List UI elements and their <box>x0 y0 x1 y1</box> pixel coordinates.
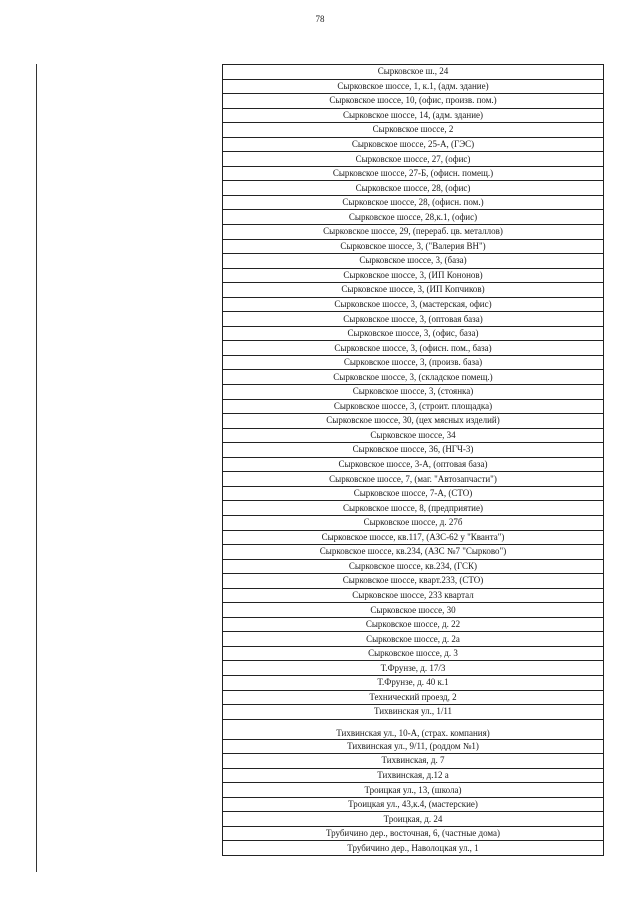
address-cell: Сырковское шоссе, 3, (ИП Копчиков) <box>223 283 604 298</box>
address-cell: Сырковское шоссе, 30, (цех мясных изделий) <box>223 414 604 429</box>
address-table-body <box>223 65 604 856</box>
address-cell: Сырковское шоссе, 3, (база) <box>223 254 604 269</box>
table-row <box>223 768 604 783</box>
table-row <box>223 739 604 754</box>
table-row <box>223 515 604 530</box>
address-cell: Троицкая ул., 13, (школа) <box>223 783 604 798</box>
address-cell: Тихвинская, д. 7 <box>223 754 604 769</box>
table-row <box>223 632 604 647</box>
table-row <box>223 812 604 827</box>
address-cell: Сырковское шоссе, 29, (перераб. цв. металлов) <box>223 225 604 240</box>
table-row <box>223 457 604 472</box>
table-row <box>223 428 604 443</box>
table-row <box>223 312 604 327</box>
address-cell: Трубичино дер., Наволоцкая ул., 1 <box>223 841 604 856</box>
address-cell: Сырковское шоссе, 3-А, (оптовая база) <box>223 457 604 472</box>
table-row <box>223 617 604 632</box>
address-cell: Тихвинская ул., 10-А, (страх. компания) <box>223 719 604 739</box>
address-cell: Сырковское шоссе, 3, (строит. площадка) <box>223 399 604 414</box>
table-row <box>223 399 604 414</box>
address-cell: Сырковское шоссе, 14, (адм. здание) <box>223 108 604 123</box>
table-row <box>223 108 604 123</box>
address-cell: Троицкая ул., 43,к.4, (мастерские) <box>223 797 604 812</box>
address-cell: Сырковское шоссе, 27, (офис) <box>223 152 604 167</box>
table-row <box>223 268 604 283</box>
table-row <box>223 341 604 356</box>
address-cell: Тихвинская, д.12 а <box>223 768 604 783</box>
address-cell: Сырковское шоссе, 3, (офисн. пом., база) <box>223 341 604 356</box>
address-cell: Технический проезд, 2 <box>223 690 604 705</box>
table-row <box>223 783 604 798</box>
address-cell: Сырковское шоссе, 34 <box>223 428 604 443</box>
address-cell: Сырковское шоссе, 7, (маг. "Автозапчасти") <box>223 472 604 487</box>
address-cell: Сырковское шоссе, д. 2а <box>223 632 604 647</box>
table-row <box>223 370 604 385</box>
table-row <box>223 574 604 589</box>
table-row <box>223 225 604 240</box>
address-cell: Сырковское шоссе, 7-А, (СТО) <box>223 486 604 501</box>
table-row <box>223 297 604 312</box>
table-row <box>223 841 604 856</box>
address-cell: Сырковское шоссе, 10, (офис, произв. пом.) <box>223 94 604 109</box>
address-cell: Тихвинская ул., 9/11, (роддом №1) <box>223 739 604 754</box>
address-cell: Троицкая, д. 24 <box>223 812 604 827</box>
table-row <box>223 181 604 196</box>
address-cell: Сырковское шоссе, 8, (предприятие) <box>223 501 604 516</box>
table-row <box>223 254 604 269</box>
address-cell: Сырковское шоссе, кварт.233, (СТО) <box>223 574 604 589</box>
table-row <box>223 486 604 501</box>
address-cell: Сырковское ш., 24 <box>223 65 604 80</box>
address-cell: Сырковское шоссе, д. 27б <box>223 515 604 530</box>
table-row <box>223 797 604 812</box>
table-row <box>223 283 604 298</box>
table-row <box>223 705 604 720</box>
address-cell: Сырковское шоссе, кв.234, (ГСК) <box>223 559 604 574</box>
table-row <box>223 826 604 841</box>
address-cell: Сырковское шоссе, 28, (офисн. пом.) <box>223 195 604 210</box>
address-cell: Сырковское шоссе, 3, ("Валерия ВН") <box>223 239 604 254</box>
table-row <box>223 646 604 661</box>
address-cell: Сырковское шоссе, 2 <box>223 123 604 138</box>
table-row <box>223 443 604 458</box>
address-cell: Сырковское шоссе, 3, (мастерская, офис) <box>223 297 604 312</box>
address-cell: Сырковское шоссе, 36, (НГЧ-3) <box>223 443 604 458</box>
address-cell: Сырковское шоссе, д. 3 <box>223 646 604 661</box>
table-row <box>223 754 604 769</box>
table-row <box>223 530 604 545</box>
address-cell: Трубичино дер., восточная, 6, (частные дома) <box>223 826 604 841</box>
table-row <box>223 690 604 705</box>
table-row <box>223 210 604 225</box>
table-row <box>223 137 604 152</box>
table-row <box>223 355 604 370</box>
table-row <box>223 166 604 181</box>
address-cell: Сырковское шоссе, 233 квартал <box>223 588 604 603</box>
table-row <box>223 326 604 341</box>
table-row <box>223 588 604 603</box>
address-cell: Сырковское шоссе, 28,к.1, (офис) <box>223 210 604 225</box>
address-cell: Сырковское шоссе, кв.117, (АЗС-62 у "Кванта") <box>223 530 604 545</box>
table-row <box>223 545 604 560</box>
table-row <box>223 79 604 94</box>
table-row <box>223 719 604 739</box>
page-number: 78 <box>315 14 325 24</box>
table-row <box>223 239 604 254</box>
address-cell: Сырковское шоссе, 27-Б, (офисн. помещ.) <box>223 166 604 181</box>
table-row <box>223 123 604 138</box>
address-cell: Сырковское шоссе, 30 <box>223 603 604 618</box>
address-cell: Сырковское шоссе, д. 22 <box>223 617 604 632</box>
table-row <box>223 195 604 210</box>
address-cell: Сырковское шоссе, 3, (оптовая база) <box>223 312 604 327</box>
table-row <box>223 661 604 676</box>
address-cell: Сырковское шоссе, 3, (складское помещ.) <box>223 370 604 385</box>
table-row <box>223 472 604 487</box>
table-row <box>223 559 604 574</box>
table-row <box>223 675 604 690</box>
address-cell: Сырковское шоссе, 3, (стоянка) <box>223 385 604 400</box>
table-row <box>223 603 604 618</box>
address-cell: Т.Фрунзе, д. 17/3 <box>223 661 604 676</box>
address-cell: Сырковское шоссе, 3, (ИП Кононов) <box>223 268 604 283</box>
table-row <box>223 65 604 80</box>
table-row <box>223 414 604 429</box>
table-row <box>223 152 604 167</box>
address-cell: Сырковское шоссе, 1, к.1, (адм. здание) <box>223 79 604 94</box>
address-cell: Сырковское шоссе, 3, (произв. база) <box>223 355 604 370</box>
address-cell: Сырковское шоссе, 28, (офис) <box>223 181 604 196</box>
address-cell: Сырковское шоссе, 25-А, (ГЭС) <box>223 137 604 152</box>
address-cell: Т.Фрунзе, д. 40 к.1 <box>223 675 604 690</box>
address-cell: Сырковское шоссе, 3, (офис, база) <box>223 326 604 341</box>
left-margin-line <box>36 64 37 872</box>
table-row <box>223 501 604 516</box>
address-cell: Тихвинская ул., 1/11 <box>223 705 604 720</box>
table-row <box>223 385 604 400</box>
address-cell: Сырковское шоссе, кв.234, (АЗС №7 "Сырково") <box>223 545 604 560</box>
address-table <box>222 64 604 856</box>
table-row <box>223 94 604 109</box>
